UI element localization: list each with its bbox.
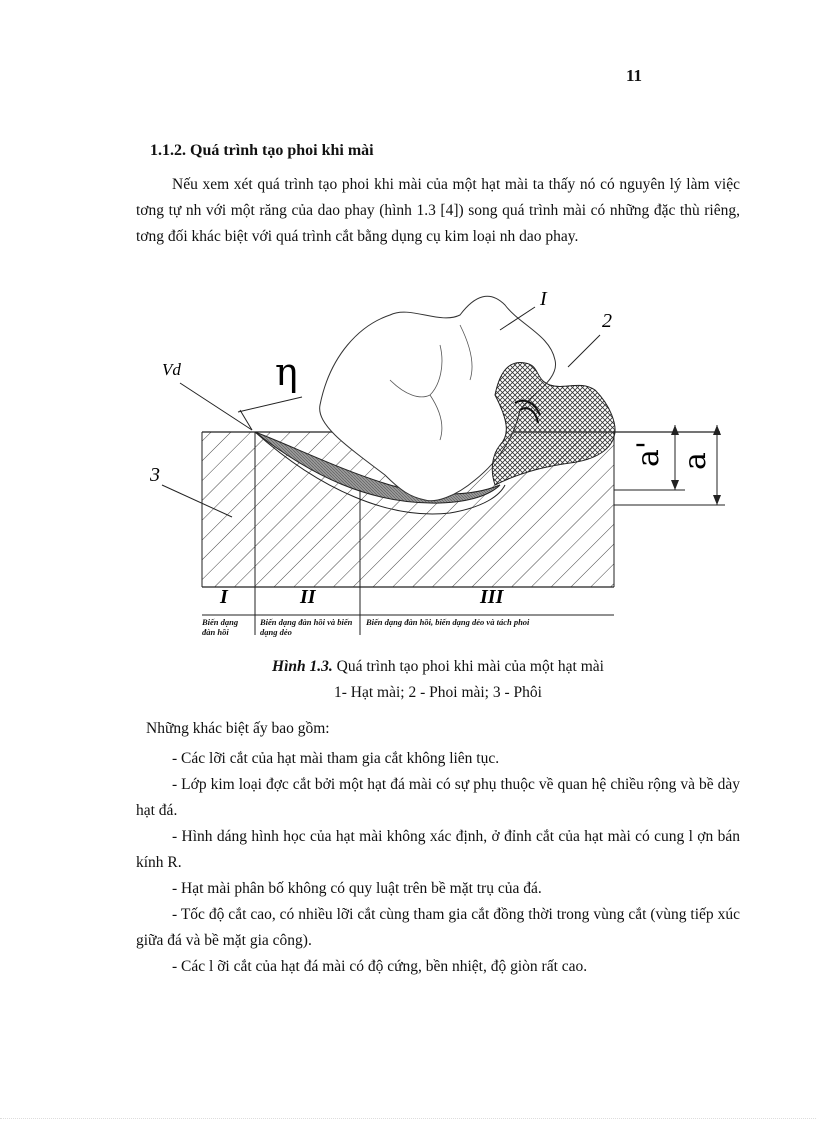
list-item: - Các lỡi cắt của hạt mài tham gia cắt không liên tục.: [172, 750, 500, 767]
zone-3-numeral: III: [480, 586, 504, 608]
velocity-label: Vd: [162, 360, 181, 379]
depth-label: a: [678, 452, 713, 470]
zone-1-text: Biến dạng đàn hồi: [202, 617, 239, 637]
list-item: - Tốc độ cắt cao, có nhiều lỡi cắt cùng tham gia cắt đồng thời trong vùng cắt (vùng tiếp xúc giữa đá và bề mặt gia công).: [136, 906, 740, 949]
grain-label: I: [540, 288, 547, 310]
angle-label: η: [275, 350, 298, 394]
depth-prime-label: a': [631, 440, 666, 467]
section-heading: 1.1.2. Quá trình tạo phoi khi mài: [150, 142, 374, 159]
workpiece-label: 3: [150, 464, 160, 486]
caption-legend: 1- Hạt mài; 2 - Phoi mài; 3 - Phôi: [334, 684, 542, 701]
zone-1-numeral: I: [220, 586, 228, 608]
intro-paragraph: Nếu xem xét quá trình tạo phoi khi mài của một hạt mài ta thấy nó có nguyên lý làm việc tơng tự nh với một răng của dao phay (hình 1.3 [4]) song quá trình mài có những đặc thù riêng, tơng đối khác biệt với quá trình cắt bằng dụng cụ kim loại nh dao phay.: [136, 176, 740, 245]
zone-2-numeral: II: [300, 586, 316, 608]
zone-3-text: Biến dạng đàn hồi, biến dạng dẻo và tách phoi: [366, 617, 530, 627]
zone-2-text: Biến dạng đàn hồi và biến dạng dẻo: [260, 617, 353, 637]
caption-label: Hình 1.3.: [272, 658, 333, 675]
list-intro: Những khác biệt ấy bao gồm:: [146, 720, 330, 737]
list-item: - Hình dáng hình học của hạt mài không xác định, ở đỉnh cắt của hạt mài có cung l ợn bán kính R.: [136, 828, 740, 871]
figure-caption: [136, 658, 740, 676]
page-bottom-border: [0, 1118, 816, 1119]
list-item: - Hạt mài phân bố không có quy luật trên bề mặt trụ của đá.: [172, 880, 542, 897]
list-item: - Các l ỡi cắt của hạt đá mài có độ cứng, bền nhiệt, độ giòn rất cao.: [172, 958, 588, 975]
caption-title: Quá trình tạo phoi khi mài của một hạt mài: [332, 658, 604, 675]
list-item: - Lớp kim loại đợc cắt bởi một hạt đá mài có sự phụ thuộc về quan hệ chiều rộng và bề dày hạt đá.: [136, 776, 740, 819]
figure-1-3: [140, 285, 740, 650]
chip-label: 2: [602, 310, 612, 332]
page-number: 11: [626, 66, 643, 85]
grinding-diagram: [140, 285, 740, 645]
